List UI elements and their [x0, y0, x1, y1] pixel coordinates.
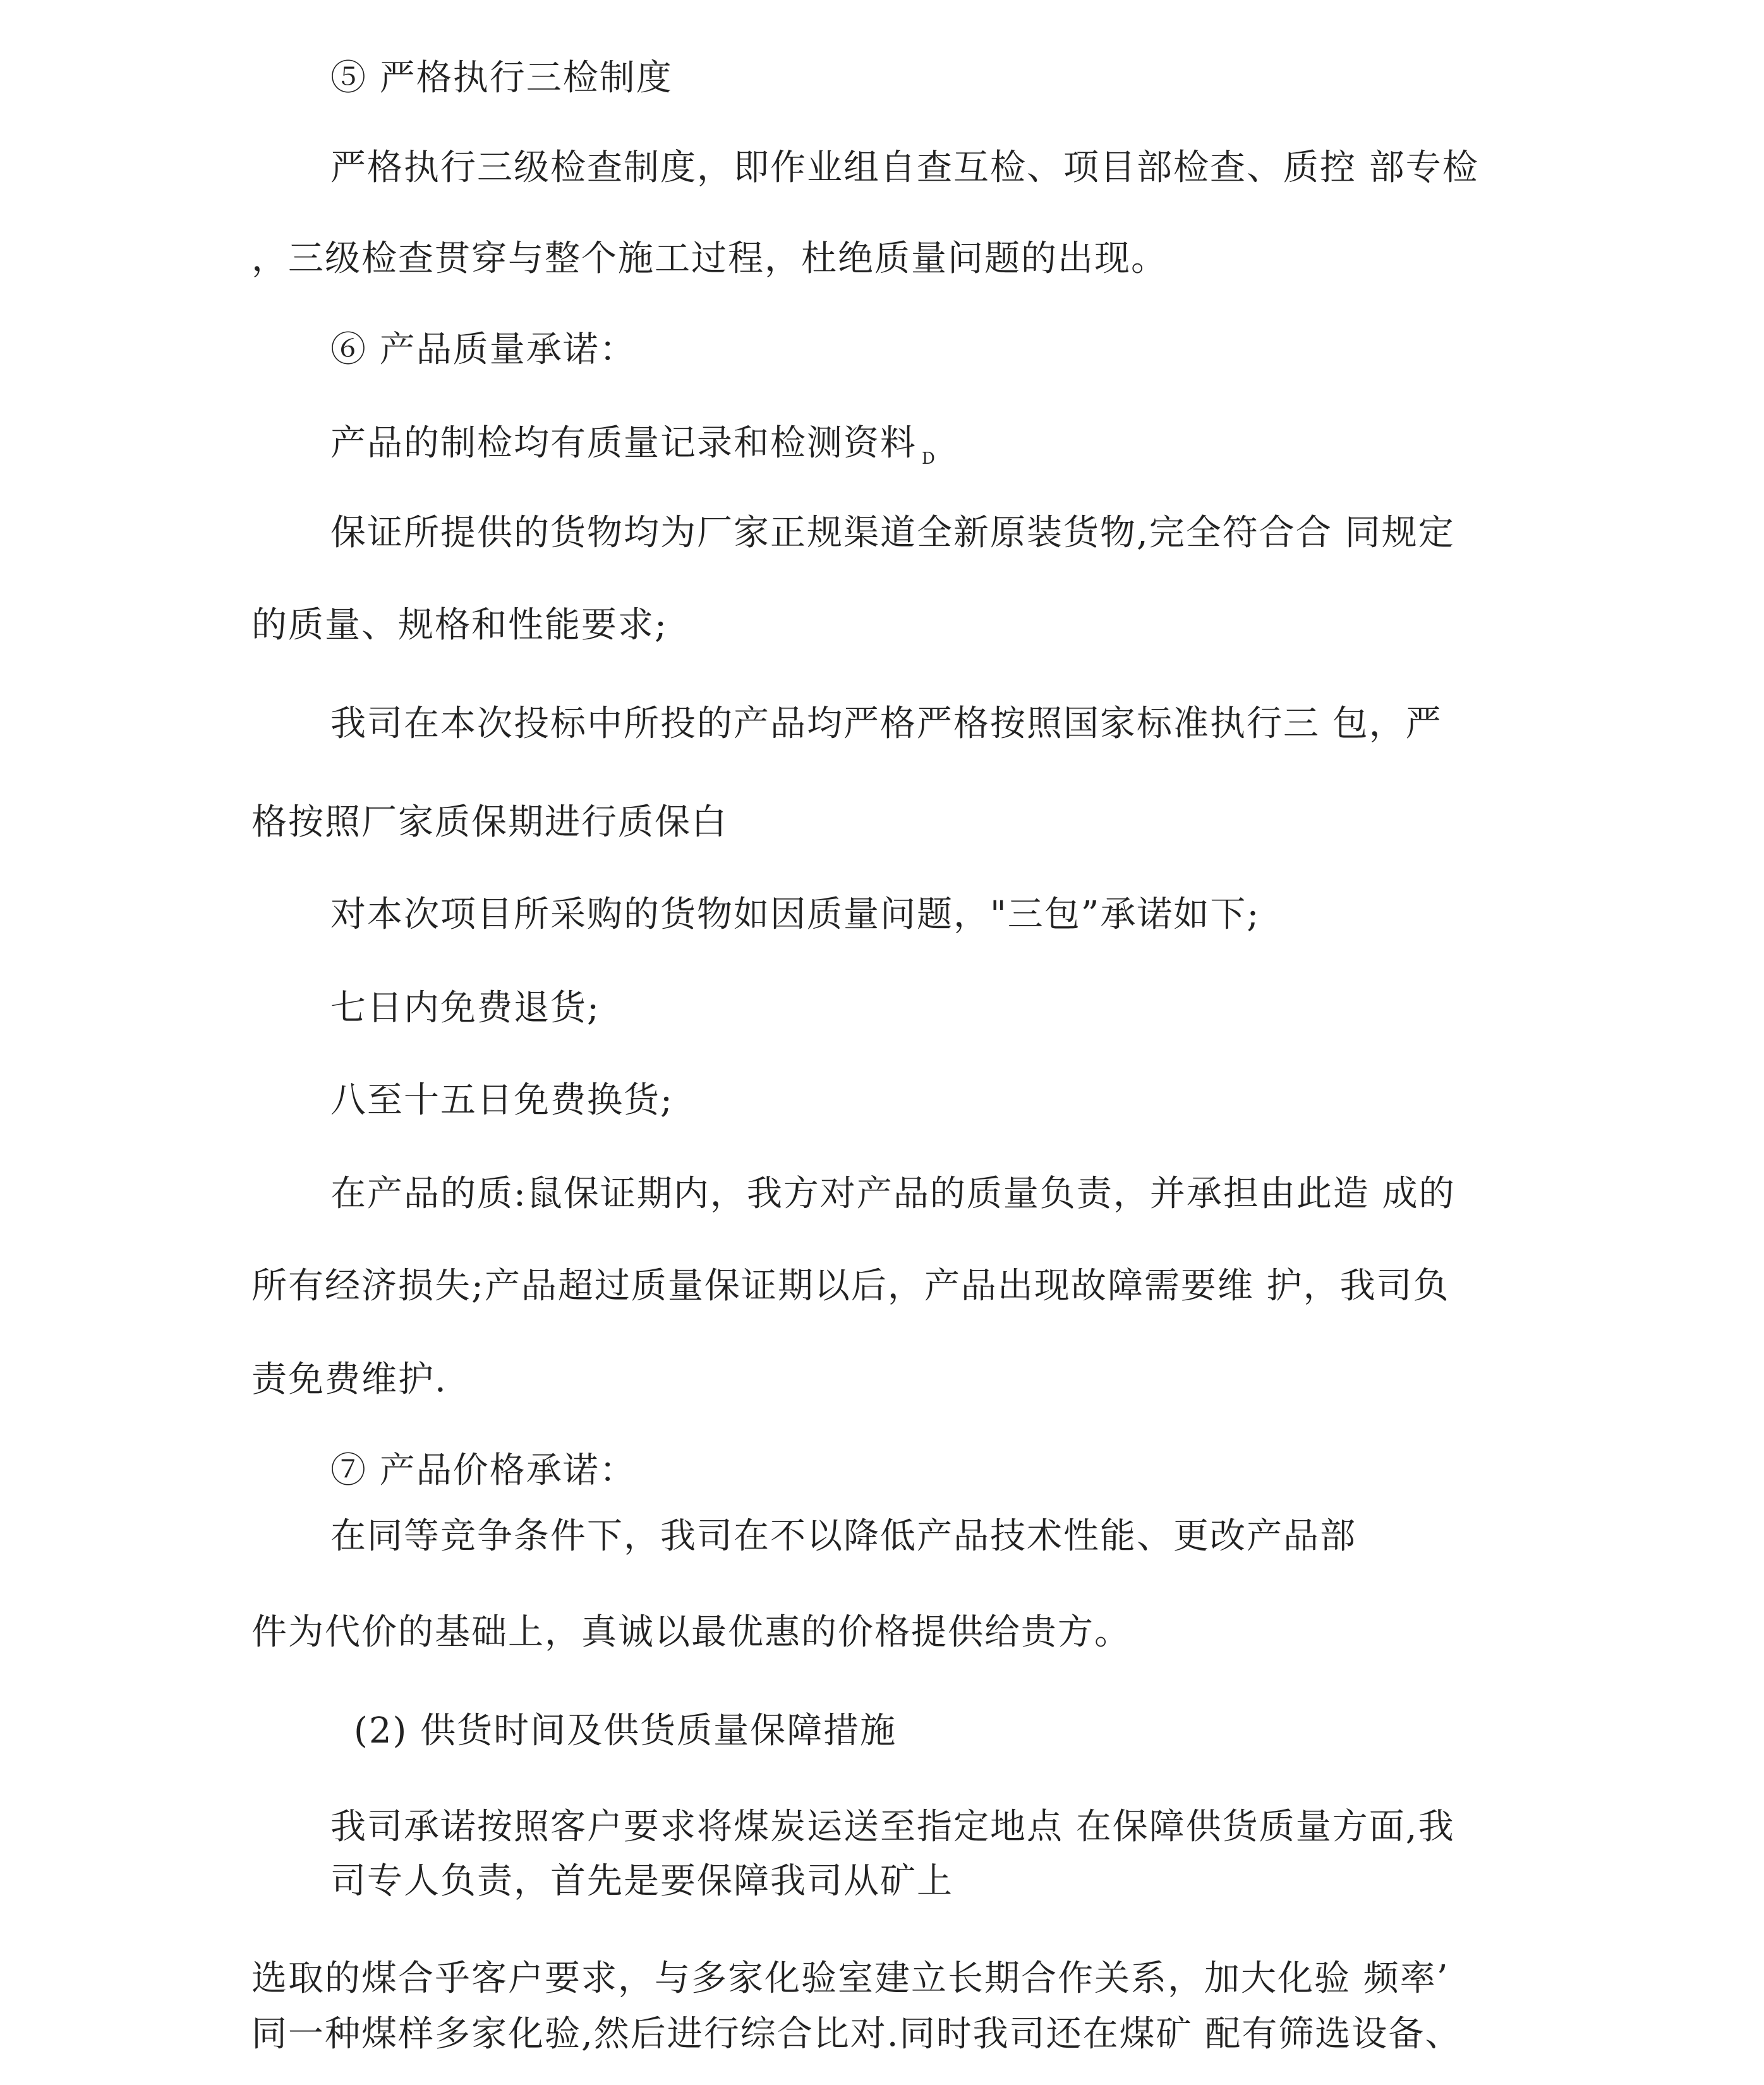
stray-subscript-mark: D: [922, 449, 936, 468]
paragraph-line: 选取的煤合乎客户要求，与多家化验室建立长期合作关系，加大化验 频率’: [251, 1958, 1449, 1999]
paragraph-line: 在产品的质:鼠保证期内，我方对产品的质量负责，并承担由此造 成的: [330, 1173, 1456, 1214]
paragraph-line: 司专人负责，首先是要保障我司从矿上: [330, 1861, 953, 1902]
paragraph-line: 格按照厂家质保期进行质保白: [251, 802, 728, 843]
paragraph-line: 对本次项目所采购的货物如因质量问题，"三包”承诺如下;: [330, 894, 1260, 935]
paragraph-line: 我司承诺按照客户要求将煤炭运送至指定地点 在保障供货质量方面,我: [330, 1806, 1455, 1847]
paragraph-line: ，三级检查贯穿与整个施工过程，杜绝质量问题的出现。: [251, 238, 1168, 279]
paragraph-line: 八至十五日免费换货;: [330, 1080, 674, 1121]
paragraph-line: 我司在本次投标中所投的产品均严格严格按照国家标准执行三 包，严: [330, 703, 1442, 744]
paragraph-line: 同一种煤样多家化验,然后进行综合比对.同时我司还在煤矿 配有筛选设备、: [251, 2014, 1462, 2055]
paragraph-line: 七日内免费退货;: [330, 988, 600, 1029]
paragraph-line: 保证所提供的货物均为厂家正规渠道全新原装货物,完全符合合 同规定: [330, 512, 1455, 553]
paragraph-line: 严格执行三级检查制度，即作业组自查互检、项目部检查、质控 部专检: [330, 147, 1479, 188]
paragraph-line: 的质量、规格和性能要求;: [251, 605, 668, 646]
item6-heading: ⑥ 产品质量承诺：: [330, 329, 636, 370]
paragraph-text: 产品的制检均有质量记录和检测资料: [330, 423, 917, 464]
paragraph-line: [330, 421, 936, 481]
paragraph-line: 所有经济损失;产品超过质量保证期以后，产品出现故障需要维 护，我司负: [251, 1266, 1450, 1307]
paragraph-line: 在同等竞争条件下，我司在不以降低产品技术性能、更改产品部: [330, 1516, 1356, 1557]
item7-heading: ⑦ 产品价格承诺：: [330, 1450, 636, 1491]
item5-heading: ⑤ 严格执行三检制度: [330, 57, 673, 99]
paragraph-line: 件为代价的基础上，真诚以最优惠的价格提供给贵方。: [251, 1612, 1131, 1653]
section-2-heading: (2) 供货时间及供货质量保障措施: [354, 1710, 897, 1751]
paragraph-line: 责免费维护.: [251, 1359, 447, 1400]
